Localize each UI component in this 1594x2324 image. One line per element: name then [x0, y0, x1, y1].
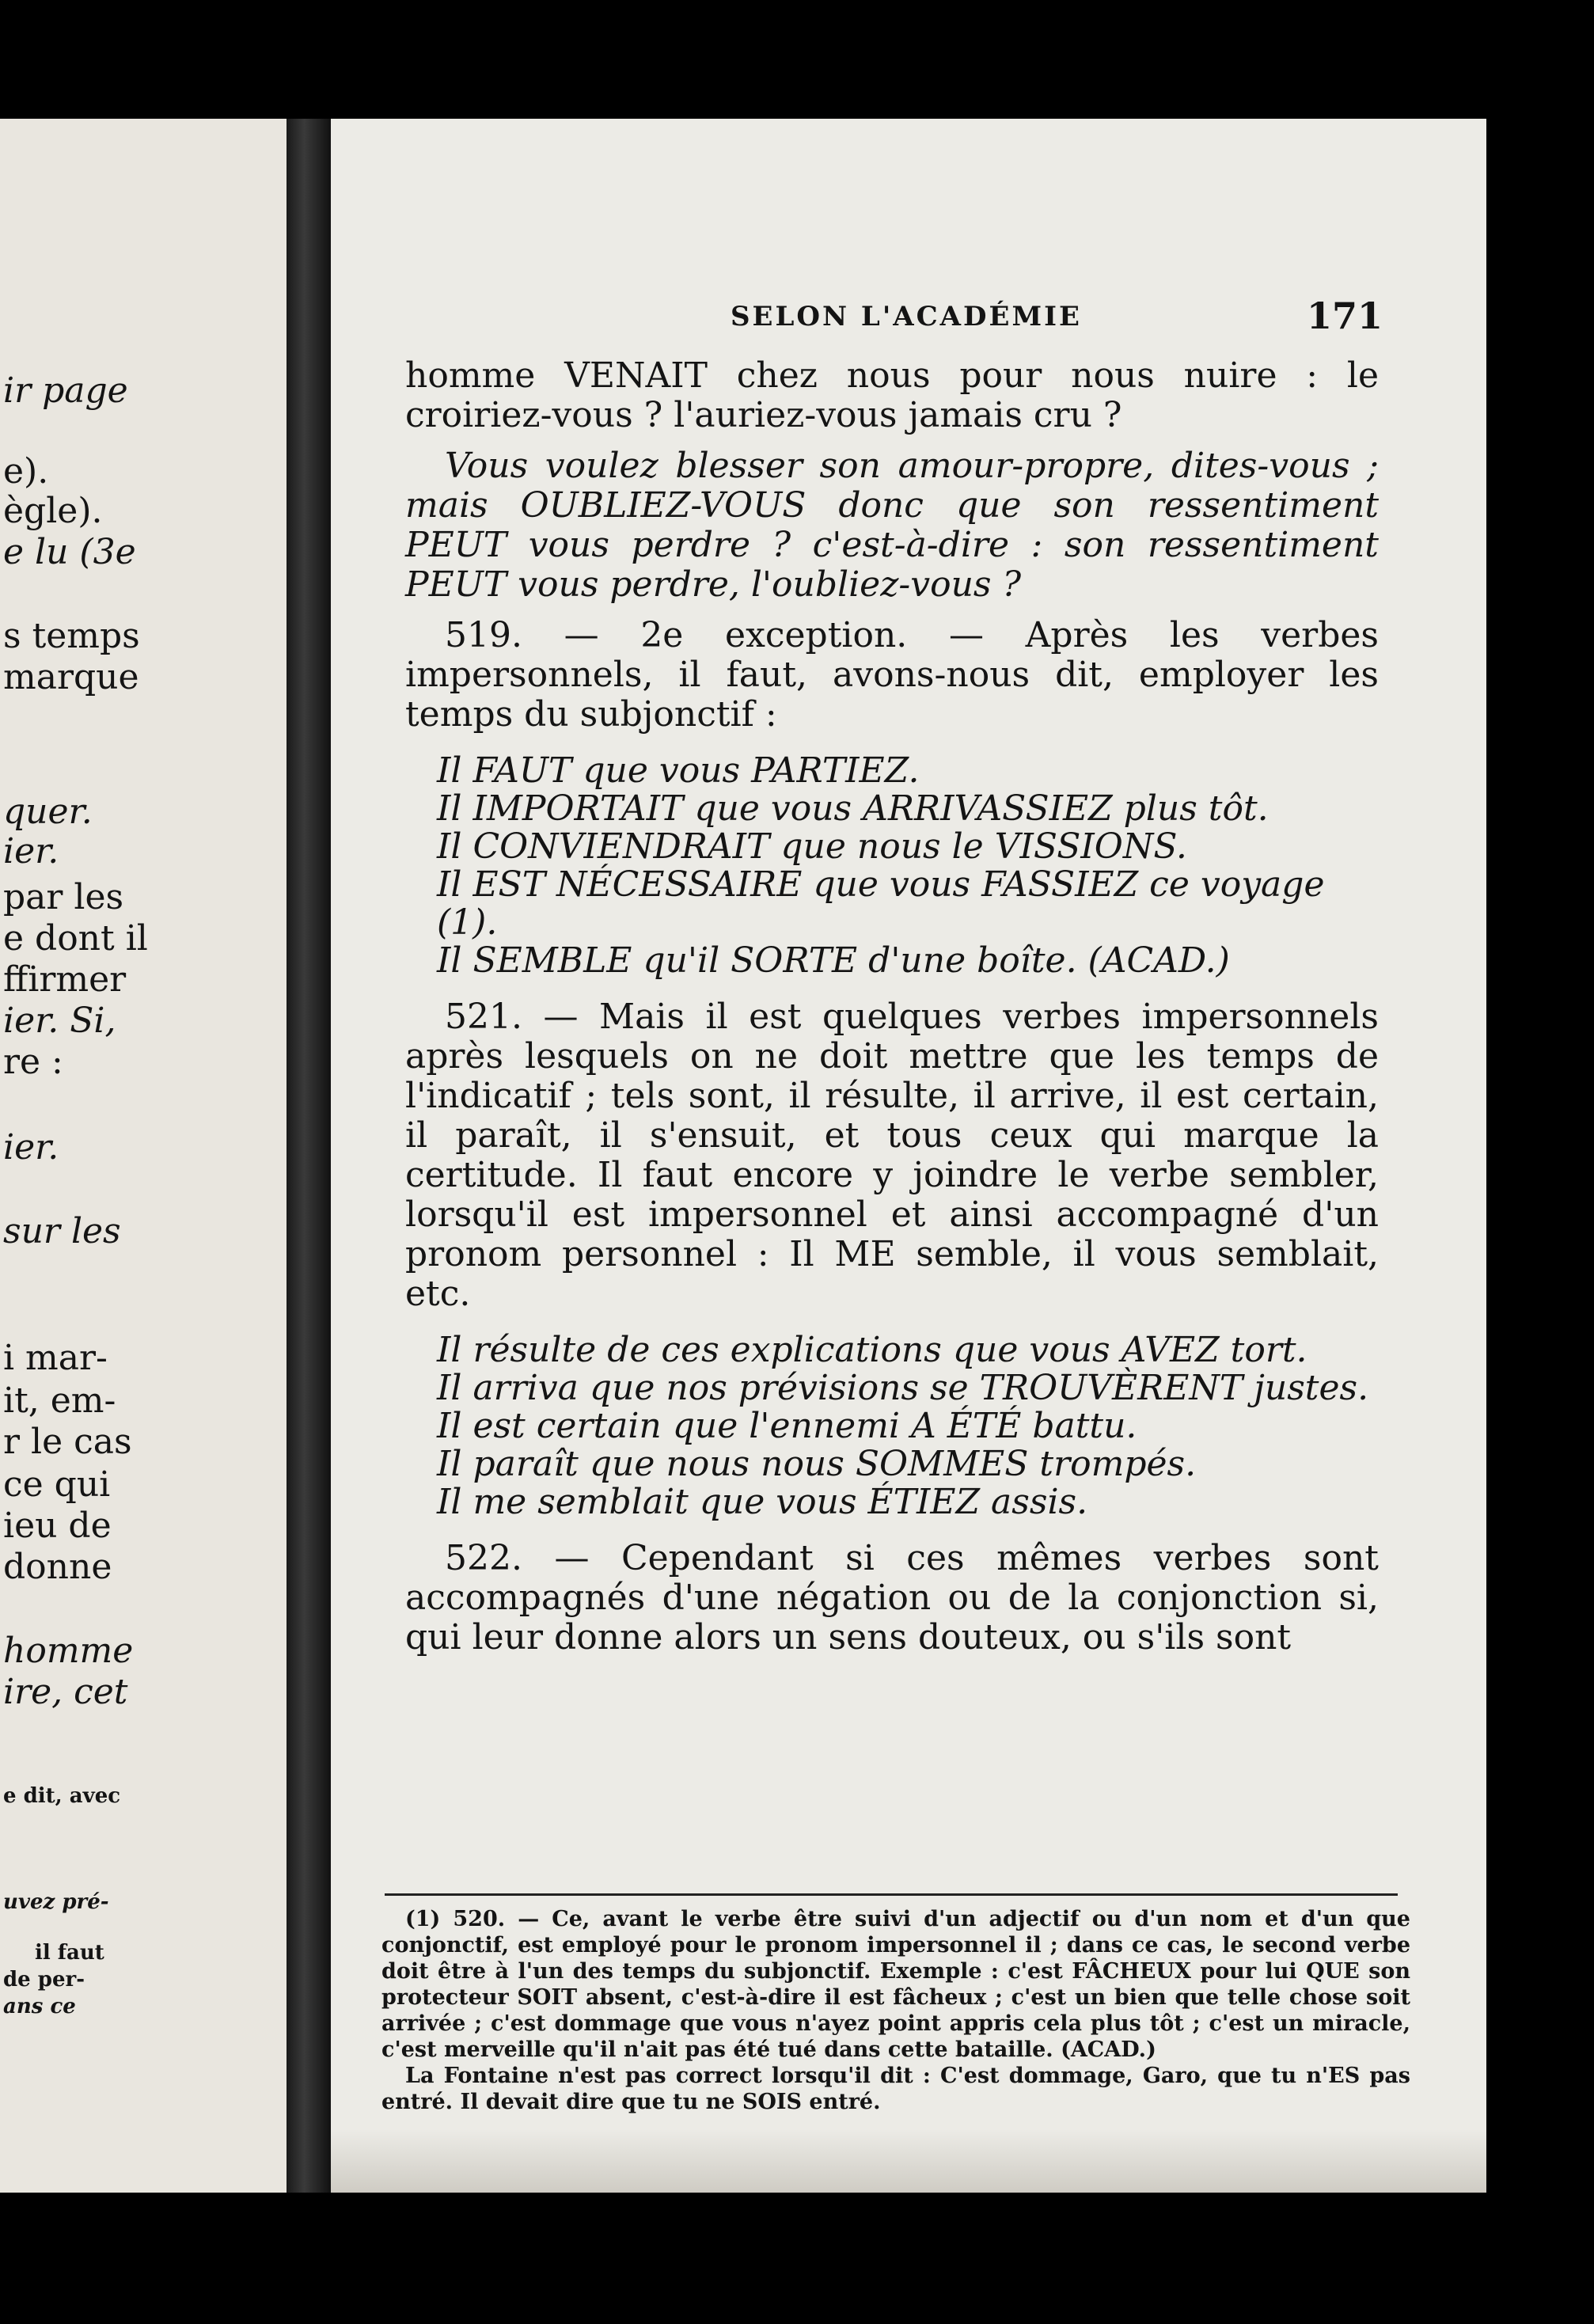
left-line: par les	[3, 877, 124, 917]
left-line: ieu de	[3, 1506, 112, 1546]
footnote	[381, 1906, 1410, 2115]
example-line: Il SEMBLE qu'il SORTE d'une boîte. (ACAD.)	[437, 940, 1230, 981]
left-line: homme	[3, 1631, 134, 1671]
paragraph-522: 522. — Cependant si ces mêmes verbes sont accompagnés d'une négation ou de la conjonction si, qui leur donne alors un sens douteux, ou s'ils sont	[405, 1538, 1379, 1658]
left-line: sur les	[3, 1211, 121, 1251]
example-line: Il est certain que l'ennemi A ÉTÉ battu.	[437, 1406, 1137, 1446]
page-number: 171	[1307, 294, 1383, 337]
left-footnote-line: de per-	[3, 1968, 85, 1992]
footnote-paragraph: La Fontaine n'est pas correct lorsqu'il dit : C'est dommage, Garo, que tu n'ES pas entré. Il devait dire que tu ne SOIS entré.	[381, 2064, 1410, 2114]
left-line: re :	[3, 1042, 63, 1082]
left-line: s temps	[3, 616, 140, 656]
left-line: ègle).	[3, 491, 103, 531]
left-line: ire, cet	[3, 1672, 128, 1712]
left-line: ier. Si,	[3, 1001, 116, 1041]
book-page	[331, 119, 1486, 2193]
page-header	[331, 294, 1486, 348]
paragraph-continuation: homme VENAIT chez nous pour nous nuire : le croiriez-vous ? l'auriez-vous jamais cru ?	[405, 355, 1379, 435]
left-line: e lu (3e	[3, 532, 136, 572]
example-line: Il IMPORTAIT que vous ARRIVASSIEZ plus tôt.	[437, 788, 1269, 829]
example-line: Il résulte de ces explications que vous AVEZ tort.	[437, 1330, 1307, 1370]
left-footnote-line: e dit, avec	[3, 1784, 121, 1808]
paragraph-521: 521. — Mais il est quelques verbes impersonnels après lesquels on ne doit mettre que les temps de l'indicatif ; tels sont, il résulte, il arrive, il est certain, il paraît, il s'ensuit, et tous ceux qui marque la certitude. Il faut encore y joindre le verbe sembler, lorsqu'il est impersonnel et ainsi accompagné d'un pronom personnel : Il ME semble, il vous semblait, etc.	[405, 997, 1379, 1314]
paragraph-519: 519. — 2e exception. — Après les verbes impersonnels, il faut, avons-nous dit, employer les temps du subjonctif :	[405, 615, 1379, 735]
left-line: donne	[3, 1547, 112, 1587]
left-line: i mar-	[3, 1338, 108, 1378]
example-line: Il CONVIENDRAIT que nous le VISSIONS.	[437, 826, 1187, 867]
example-paragraph: Vous voulez blesser son amour-propre, dites-vous ; mais OUBLIEZ-VOUS donc que son ressentiment PEUT vous perdre ? c'est-à-dire : son ressentiment PEUT vous perdre, l'oubliez-vous ?	[405, 446, 1379, 605]
left-page-fragment	[0, 119, 287, 2193]
left-line: r le cas	[3, 1422, 132, 1462]
left-line: ce qui	[3, 1464, 111, 1505]
footnote-paragraph: (1) 520. — Ce, avant le verbe être suivi d'un adjectif ou d'un nom et d'un que conjonctif, est employé pour le pronom impersonnel il ; dans ce cas, le second verbe doit être à l'un des temps du subjonctif. Exemple : c'est FÂCHEUX pour lui QUE son protecteur SOIT absent, c'est-à-dire il est fâcheux ; c'est un bien que telle chose soit arrivée ; c'est dommage que vous n'ayez point appris cela plus tôt ; c'est un miracle, c'est merveille qu'il n'ait pas été tué dans cette bataille. (ACAD.)	[381, 1907, 1410, 2062]
examples-list-2	[437, 1331, 1379, 1521]
left-footnote-line: ans ce	[3, 1995, 76, 2018]
left-line: marque	[3, 657, 139, 697]
left-line: e dont il	[3, 918, 148, 959]
left-line: ier.	[3, 831, 59, 872]
left-line: ffirmer	[3, 959, 127, 1000]
left-line: e).	[3, 451, 49, 492]
left-footnote-line: il faut	[35, 1941, 104, 1965]
example-line: Il paraît que nous nous SOMMES trompés.	[437, 1444, 1197, 1484]
left-line: ir page	[3, 370, 128, 411]
book-gutter	[287, 119, 331, 2193]
example-line: Il FAUT que vous PARTIEZ.	[437, 750, 920, 791]
page-bottom-edge	[331, 2129, 1486, 2193]
left-line: quer.	[3, 792, 93, 832]
left-line: ier.	[3, 1127, 59, 1168]
left-line: it, em-	[3, 1380, 116, 1421]
example-line: Il EST NÉCESSAIRE que vous FASSIEZ ce voyage (1).	[437, 864, 1325, 943]
page-body	[405, 356, 1379, 1669]
example-line: Il me semblait que vous ÉTIEZ assis.	[437, 1482, 1088, 1522]
example-line: Il arriva que nos prévisions se TROUVÈRENT justes.	[437, 1368, 1369, 1408]
left-footnote-line: uvez pré-	[3, 1890, 109, 1914]
footnote-rule	[385, 1893, 1398, 1896]
running-head: SELON L'ACADÉMIE	[731, 301, 1082, 332]
examples-list-1	[437, 752, 1379, 980]
